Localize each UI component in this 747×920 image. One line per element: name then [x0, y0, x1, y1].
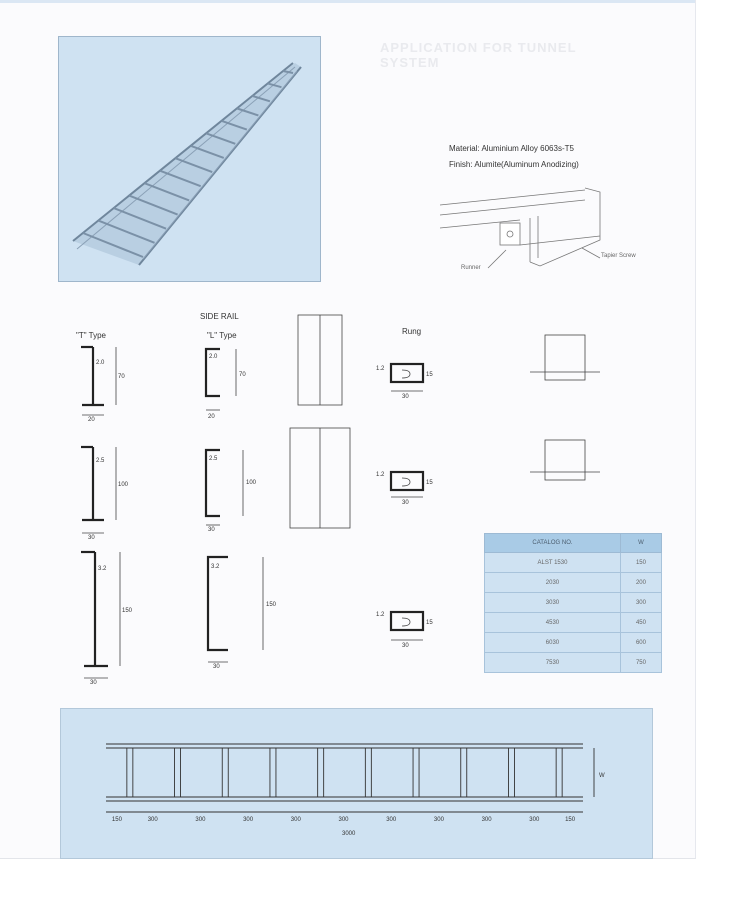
catalog-w: 300 — [620, 593, 661, 613]
table-row — [485, 573, 662, 593]
rung-profile-1 — [391, 364, 423, 382]
t-type-label: "T" Type — [76, 331, 106, 340]
plan-spacing-label: 300 — [195, 817, 206, 823]
table-row — [485, 633, 662, 653]
plan-spacing-label: 300 — [433, 817, 444, 823]
rung3-height: 15 — [426, 620, 433, 626]
rung-profile-3 — [391, 612, 423, 630]
catalog-no: 4530 — [485, 613, 621, 633]
table-row — [485, 613, 662, 633]
catalog-w: 200 — [620, 573, 661, 593]
t3-height: 150 — [122, 608, 133, 614]
catalog-no: 2030 — [485, 573, 621, 593]
plan-width-label: W — [599, 773, 605, 779]
rung-profile-2 — [391, 472, 423, 490]
plan-spacing-label: 300 — [481, 817, 492, 823]
catalog-no: 3030 — [485, 593, 621, 613]
t3-flange: 30 — [90, 680, 97, 686]
plan-spacing-label: 300 — [147, 817, 158, 823]
l2-height: 100 — [246, 480, 257, 486]
catalog-header-no: CATALOG NO. — [485, 534, 621, 553]
l-type-label: "L" Type — [207, 331, 237, 340]
background-show-through: APPLICATION FOR TUNNEL SYSTEM — [380, 40, 577, 70]
l2-flange: 30 — [208, 527, 215, 533]
plan-spacing-label: 300 — [338, 817, 349, 823]
catalog-no: 7530 — [485, 653, 621, 673]
l1-thickness: 2.0 — [209, 354, 218, 360]
catalog-w: 750 — [620, 653, 661, 673]
l-profile-150 — [208, 557, 228, 650]
l1-flange: 20 — [208, 414, 215, 420]
l3-height: 150 — [266, 602, 277, 608]
catalog-w: 600 — [620, 633, 661, 653]
catalog-no: ALST 1530 — [485, 553, 621, 573]
t1-height: 70 — [118, 374, 125, 380]
rung1-thickness: 1.2 — [376, 366, 385, 372]
catalog-w: 150 — [620, 553, 661, 573]
t2-thickness: 2.5 — [96, 458, 105, 464]
table-row — [485, 653, 662, 673]
rung1-height: 15 — [426, 372, 433, 378]
plan-spacing-label: 300 — [386, 817, 397, 823]
t2-flange: 30 — [88, 535, 95, 541]
rung3-thickness: 1.2 — [376, 612, 385, 618]
rung-title: Rung — [402, 327, 422, 336]
t1-flange: 20 — [88, 417, 95, 423]
rung2-thickness: 1.2 — [376, 472, 385, 478]
material-spec: Material: Aluminium Alloy 6063s-T5 — [449, 144, 574, 153]
l3-flange: 30 — [213, 664, 220, 670]
plan-spacing-label: 300 — [243, 817, 254, 823]
t-profile-70 — [81, 347, 104, 405]
rung2-width: 30 — [402, 500, 409, 506]
catalog-table — [484, 533, 662, 673]
table-row — [485, 593, 662, 613]
l1-height: 70 — [239, 372, 246, 378]
plan-total-length: 3000 — [342, 831, 356, 837]
plan-drawing — [61, 709, 652, 858]
catalog-header-w: W — [620, 534, 661, 553]
table-row — [485, 553, 662, 573]
plan-spacing-label: 300 — [290, 817, 301, 823]
catalog-no: 6030 — [485, 633, 621, 653]
t3-thickness: 3.2 — [98, 566, 107, 572]
plan-spacing-label: 150 — [111, 817, 122, 823]
l2-thickness: 2.5 — [209, 456, 218, 462]
rung2-height: 15 — [426, 480, 433, 486]
finish-spec: Finish: Alumite(Aluminum Anodizing) — [449, 160, 579, 169]
ladder-plan-view — [60, 708, 653, 859]
rung1-width: 30 — [402, 394, 409, 400]
plan-spacing-label: 150 — [565, 817, 576, 823]
plan-spacing-label: 300 — [529, 817, 540, 823]
t1-thickness: 2.0 — [96, 360, 105, 366]
screw-callout: Tapier Screw — [601, 253, 636, 259]
t2-height: 100 — [118, 482, 129, 488]
runner-callout: Runner — [461, 265, 481, 271]
side-rail-title: SIDE RAIL — [200, 312, 239, 321]
rung3-width: 30 — [402, 643, 409, 649]
l3-thickness: 3.2 — [211, 564, 220, 570]
catalog-w: 450 — [620, 613, 661, 633]
